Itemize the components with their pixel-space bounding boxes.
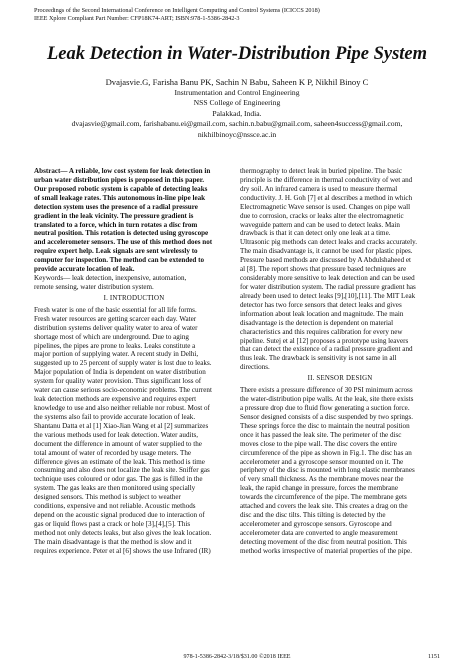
body-text-line: system for quality water provision. Thus significant loss of — [34, 377, 202, 386]
body-text-line: that can detect the existence of a radial pressure gradient and — [240, 345, 413, 354]
body-text-line: technique uses coloured or odor gas. The gas is filled in the — [34, 475, 203, 484]
body-text-line: document the difference in amount of water supplied to the — [34, 439, 202, 448]
body-text-line: waveguide pattern and can be used to detect leaks. Main — [240, 220, 400, 229]
body-text-line: detector has two force sensors that detect leaks and gives — [240, 300, 402, 309]
abstract-line: of small leakage rates. This autonomous in-line pipe leak — [34, 193, 206, 202]
abstract-line: neutral position. This rotation is detected using gyroscope — [34, 229, 209, 238]
body-text-line: knowledge to use and also neither reliable nor robust. Most of — [34, 403, 210, 412]
body-text-line: dry soil. An infrared camera is used to measure thermal — [240, 184, 398, 193]
keywords — [34, 274, 234, 292]
body-text-line: moves close to the pipe wall. The disc covers the entire — [240, 439, 397, 448]
body-text-line: the water-distribution pipe walls. At the leak, site there exists — [240, 395, 414, 404]
body-text-line: for water distribution system. The radial pressure gradient has — [240, 282, 416, 291]
body-text-line: method works irrespective of material properties of the pipe. — [240, 546, 412, 555]
body-text-line: shortage most of which are underground. Due to aging — [34, 332, 189, 341]
abstract-line: Our proposed robotic system is capable of detecting leaks — [34, 184, 208, 193]
body-text-line: a pressure drop due to fluid flow generating a suction force. — [240, 403, 410, 412]
right-column — [240, 167, 440, 556]
body-text-line: requires experience. Peter et al [6] shows the use Infrared (IR) — [34, 546, 211, 555]
body-text-line: These springs force the disc to maintain the neutral position — [240, 421, 410, 430]
left-column — [34, 167, 234, 556]
body-text-line: of very small thickness. As the membrane moves near the — [240, 475, 404, 484]
body-text-line: Sensor designed consists of a disc suspended by two springs. — [240, 412, 413, 421]
introduction-continued-paragraph — [240, 167, 440, 372]
author-college: NSS College of Engineering — [193, 98, 281, 108]
author-department: Instrumentation and Control Engineering — [174, 88, 300, 97]
abstract-line: Abstract— A reliable, low cost system for leak detection in — [34, 167, 211, 175]
body-text-line: the systems also fail to provide accurate location of leak. — [34, 412, 196, 421]
keywords-line: remote sensing, water distribution system. — [34, 282, 154, 291]
body-text-line: accelerometer data are converted to angle measurement — [240, 528, 398, 537]
body-text-line: suggested up to 25 percent of supply water is lost due to leaks. — [34, 359, 212, 368]
abstract-line: translated to a force, which in turn rotates a disc from — [34, 220, 198, 229]
body-text-line: al [8]. The report shows that pressure based techniques are — [240, 265, 407, 274]
introduction-paragraph — [34, 306, 234, 556]
body-text-line: The main disadvantage is, it cannot be used for plastic pipes. — [240, 247, 413, 256]
body-text-line: information about leak location and magnitude. The main — [240, 309, 404, 318]
body-text-line: attached and covers the leak site. This creates a drag on the — [240, 502, 408, 511]
paper-title: Leak Detection in Water-Distribution Pipe System — [46, 44, 428, 64]
proceedings-line-2: IEEE Xplore Compliant Part Number: CFP18K74-ART; ISBN:978-1-5386-2842-3 — [34, 14, 240, 22]
section-heading-introduction: I. INTRODUCTION — [103, 294, 165, 302]
body-text-line: pipeline. Sutej et al [12] proposes a prototype using leavers — [240, 336, 409, 345]
body-text-line: once it has passed the leak site. The perimeter of the disc — [240, 430, 402, 439]
abstract-line: urban water distribution pipes is proposed in this paper. — [34, 175, 204, 184]
proceedings-line-1: Proceedings of the Second International Conference on Intelligent Computing and Control Systems (ICICCS 2018) — [34, 7, 320, 14]
body-text-line: consuming and also does not localize the leak site. Sniffer gas — [34, 466, 210, 475]
body-text-line: periphery of the disc is mounted with long elastic membranes — [240, 466, 415, 475]
body-text-line: Major population of India is dependent on water distribution — [34, 368, 206, 377]
body-text-line: thermography to detect leak in buried pipeline. The basic — [240, 167, 402, 175]
page-number: 1151 — [428, 654, 440, 660]
body-text-line: water can cause serious socio-economic problems. The current — [34, 386, 212, 395]
body-text-line: depend on the acoustic signal produced due to interaction of — [34, 511, 205, 520]
section-heading-sensor-design: II. SENSOR DESIGN — [307, 375, 373, 383]
body-text-line: towards the circumference of the pipe. The membrane gets — [240, 493, 407, 502]
body-text-line: disadvantage is the detection is dependent on material — [240, 318, 394, 327]
body-text-line: Shantanu Datta et al [1] Xiao-Jian Wang et al [2] summarizes — [34, 421, 209, 430]
copyright-footer: 978-1-5386-2842-3/18/$31.00 ©2018 IEEE — [183, 654, 291, 660]
body-text-line: accelerometer and a gyroscope sensor mounted on it. The — [240, 457, 404, 466]
body-text-line: distribution systems deliver quality water to area of water — [34, 323, 198, 332]
body-text-line: total amount of water of recorded by usage meters. The — [34, 448, 192, 457]
abstract — [34, 167, 234, 274]
author-names: Dvajasvie.G, Farisha Banu PK, Sachin N Babu, Saheen K P, Nikhil Binoy C — [105, 77, 369, 87]
body-text-line: Ultrasonic pig methods can detect leaks and cracks accurately. — [240, 238, 418, 247]
body-text-line: accelerometer and gyroscope sensors. Gyroscope and — [240, 519, 392, 528]
body-text-line: considerably more sensitive to leak detection and can be used — [240, 274, 415, 283]
body-text-line: the various methods used for leak detection. Water audits, — [34, 430, 198, 439]
body-text-line: conductivity. J. H. Goh [7] et al describes a method in which — [240, 193, 413, 202]
body-text-line: leak detection methods are expensive and requires expert — [34, 395, 197, 404]
abstract-line: computer for inspection. The method can be extended to — [34, 256, 205, 265]
abstract-line: gradient in the leak vicinity. The pressure gradient is — [34, 211, 194, 220]
body-text-line: due to corrosion, cracks or leaks alter the electromagnetic — [240, 211, 404, 220]
author-emails-line-2: nikhilbinoyc@nssce.ac.in — [197, 129, 277, 139]
body-text-line: Electromagnetic Wave sensor is used. Changes on pipe wall — [240, 202, 411, 211]
author-location: Palakkad, India. — [212, 108, 262, 118]
body-text-line: disc and the disc tilts. This tilting is detected by the — [240, 511, 386, 520]
body-text-line: The main disadvantage is that the method is slow and it — [34, 537, 192, 546]
abstract-line: and accelerometer sensors. The use of this method does not — [34, 238, 213, 247]
body-text-line: drawback is that it can detect only one leak at a time. — [240, 229, 391, 238]
abstract-line: provide accurate location of leak. — [34, 265, 135, 274]
body-text-line: detecting movement of the disc from neutral position. This — [240, 537, 407, 546]
body-text-line: directions. — [240, 363, 270, 372]
body-text-line: gas or liquid flows past a crack or hole [3],[4],[5]. This — [34, 519, 191, 528]
body-text-line: Fresh water resources are getting scarcer each day. Water — [34, 314, 197, 323]
sensor-design-paragraph — [240, 386, 440, 556]
body-text-line: pipelines, the pipes are prone to leaks. Leaks constitute a — [34, 341, 196, 350]
body-text-line: already been used to detect leaks [9],[10],[11]. The MIT Leak — [240, 291, 416, 300]
body-text-line: conditions, expensive and not reliable. Acoustic methods — [34, 502, 196, 511]
abstract-line: require expert help. Leak signals are sent wirelessly to — [34, 247, 198, 256]
proceedings-header — [34, 7, 320, 22]
keywords-line: Keywords— leak detection, inexpensive, automation, — [34, 274, 187, 283]
body-text-line: There exists a pressure difference of 30 PSI minimum across — [240, 386, 413, 395]
body-text-line: thus leak. The drawback is sensitivity is not same in all — [240, 354, 397, 363]
body-text-line: Fresh water is one of the basic essential for all life forms. — [34, 305, 197, 314]
body-text-line: leak, the rapid change in pressure, forces the membrane — [240, 484, 398, 493]
body-text-line: characteristics and this requires calibration for every new — [240, 327, 403, 336]
abstract-line: detection system uses the presence of a radial pressure — [34, 202, 198, 211]
body-text-line: system. The gas leaks are then monitored using specially — [34, 484, 196, 493]
author-block — [0, 77, 474, 140]
body-text-line: principle is the difference in thermal conductivity of wet and — [240, 175, 413, 184]
author-emails-line-1: dvajasvie@gmail.com, farishabanu.ei@gmail.com, sachin.n.babu@gmail.com, saheen4success@gmail.com, — [71, 119, 403, 129]
body-text-line: designed sensors. This method is subject to weather — [34, 493, 181, 502]
body-text-line: circumference of the pipe as shown in Fig.1. The disc has an — [240, 448, 412, 457]
body-text-line: major portion of supplying water. A recent study in Delhi, — [34, 350, 199, 359]
body-text-line: method not only detects leaks, but also gives the leak location. — [34, 528, 212, 537]
body-text-line: difference gives an estimate of the leak. This method is time — [34, 457, 205, 466]
body-text-line: Pressure based methods are discussed by A Abdulshaheed et — [240, 256, 412, 265]
